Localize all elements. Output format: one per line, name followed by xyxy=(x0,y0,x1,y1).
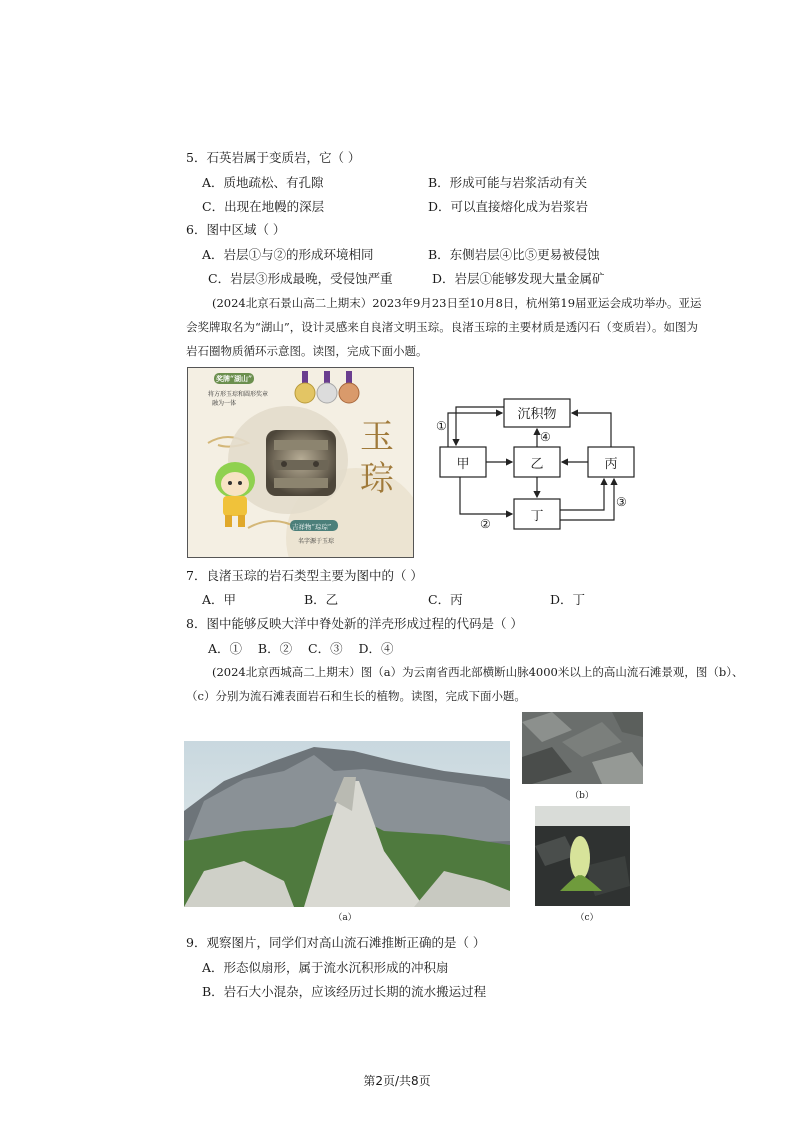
mascot-desc: 名字源于玉琮 xyxy=(298,538,335,545)
q7-option-b: B．乙 xyxy=(304,592,339,607)
q5-option-c: C．出现在地幔的深层 xyxy=(202,199,325,214)
talus-slope-art xyxy=(184,741,510,907)
medal-title: 奖牌“湖山” xyxy=(216,374,253,383)
big-char-yu: 玉 xyxy=(360,417,394,457)
q7-option-c: C．丙 xyxy=(428,592,463,607)
q5-option-d: D．可以直接熔化成为岩浆岩 xyxy=(428,199,589,214)
q5-stem: 5．石英岩属于变质岩，它（ ） xyxy=(186,150,361,165)
q9-option-b: B．岩石大小混杂，应该经历过长期的流水搬运过程 xyxy=(202,984,487,999)
q9-stem: 9．观察图片，同学们对高山流石滩推断正确的是（ ） xyxy=(186,935,486,950)
q7-option-a: A．甲 xyxy=(202,592,237,607)
surface-rocks-art xyxy=(522,712,643,784)
alpine-plant-art xyxy=(535,806,630,906)
node-jia: 甲 xyxy=(456,457,470,472)
intro1-line1: (2024北京石景山高二上期末）2023年9月23日至10月8日，杭州第19届亚运会成功举办。亚运 xyxy=(212,296,702,310)
node-yi: 乙 xyxy=(530,457,544,472)
q5-option-b: B．形成可能与岩浆活动有关 xyxy=(428,175,588,190)
photo-talus-slope xyxy=(184,741,510,907)
photo-alpine-plant xyxy=(535,806,630,906)
mascot-title: 吉祥物“琮琮” xyxy=(292,523,332,531)
big-char-cong: 琮 xyxy=(360,459,394,499)
node-bing: 丙 xyxy=(604,457,618,472)
label-4: ④ xyxy=(540,430,551,444)
q8-stem: 8．图中能够反映大洋中脊处新的洋壳形成过程的代码是（ ） xyxy=(186,616,523,631)
intro1-line3: 岩石圈物质循环示意图。读图，完成下面小题。 xyxy=(186,344,428,358)
rock-cycle-diagram xyxy=(436,393,646,533)
caption-b: （b） xyxy=(570,791,594,801)
q9-option-a: A．形态似扇形，属于流水沉积形成的冲积扇 xyxy=(202,960,449,975)
intro2-line2: （c）分别为流石滩表面岩石和生长的植物。读图，完成下面小题。 xyxy=(186,689,526,703)
label-3: ③ xyxy=(616,495,627,509)
q6-stem: 6．图中区域（ ） xyxy=(186,222,286,237)
photo-surface-rocks xyxy=(522,712,643,784)
caption-c: （c） xyxy=(575,913,599,923)
intro1-line2: 会奖牌取名为“湖山”，设计灵感来自良渚文明玉琮。良渚玉琮的主要材质是透闪石（变质岩）。如图为 xyxy=(186,320,699,334)
q5-option-a: A．质地疏松、有孔隙 xyxy=(202,175,324,190)
node-ding: 丁 xyxy=(530,509,544,524)
q6-option-d: D．岩层①能够发现大量金属矿 xyxy=(432,271,605,286)
q6-option-b: B．东侧岩层④比⑤更易被侵蚀 xyxy=(428,247,600,262)
page-number: 第2页/共8页 xyxy=(363,1074,431,1088)
medal-desc-line1: 将方形玉琮和圆形奖章 xyxy=(208,391,269,398)
label-1: ① xyxy=(436,419,447,433)
q6-option-c: C．岩层③形成最晚，受侵蚀严重 xyxy=(208,271,393,286)
intro2-line1: (2024北京西城高二上期末）图（a）为云南省西北部横断山脉4000米以上的高山流石滩景观，图（b）、 xyxy=(212,665,744,679)
label-2: ② xyxy=(480,517,491,531)
q7-option-d: D．丁 xyxy=(550,592,586,607)
jade-cong-poster xyxy=(187,367,414,558)
node-sediment: 沉积物 xyxy=(517,407,557,422)
q6-option-a: A．岩层①与②的形成环境相同 xyxy=(202,247,374,262)
caption-a: （a） xyxy=(333,913,357,923)
q7-stem: 7．良渚玉琮的岩石类型主要为图中的（ ） xyxy=(186,568,423,583)
medal-desc-line2: 融为一体 xyxy=(212,400,237,407)
q8-options: A．① B．② C．③ D．④ xyxy=(208,641,394,656)
